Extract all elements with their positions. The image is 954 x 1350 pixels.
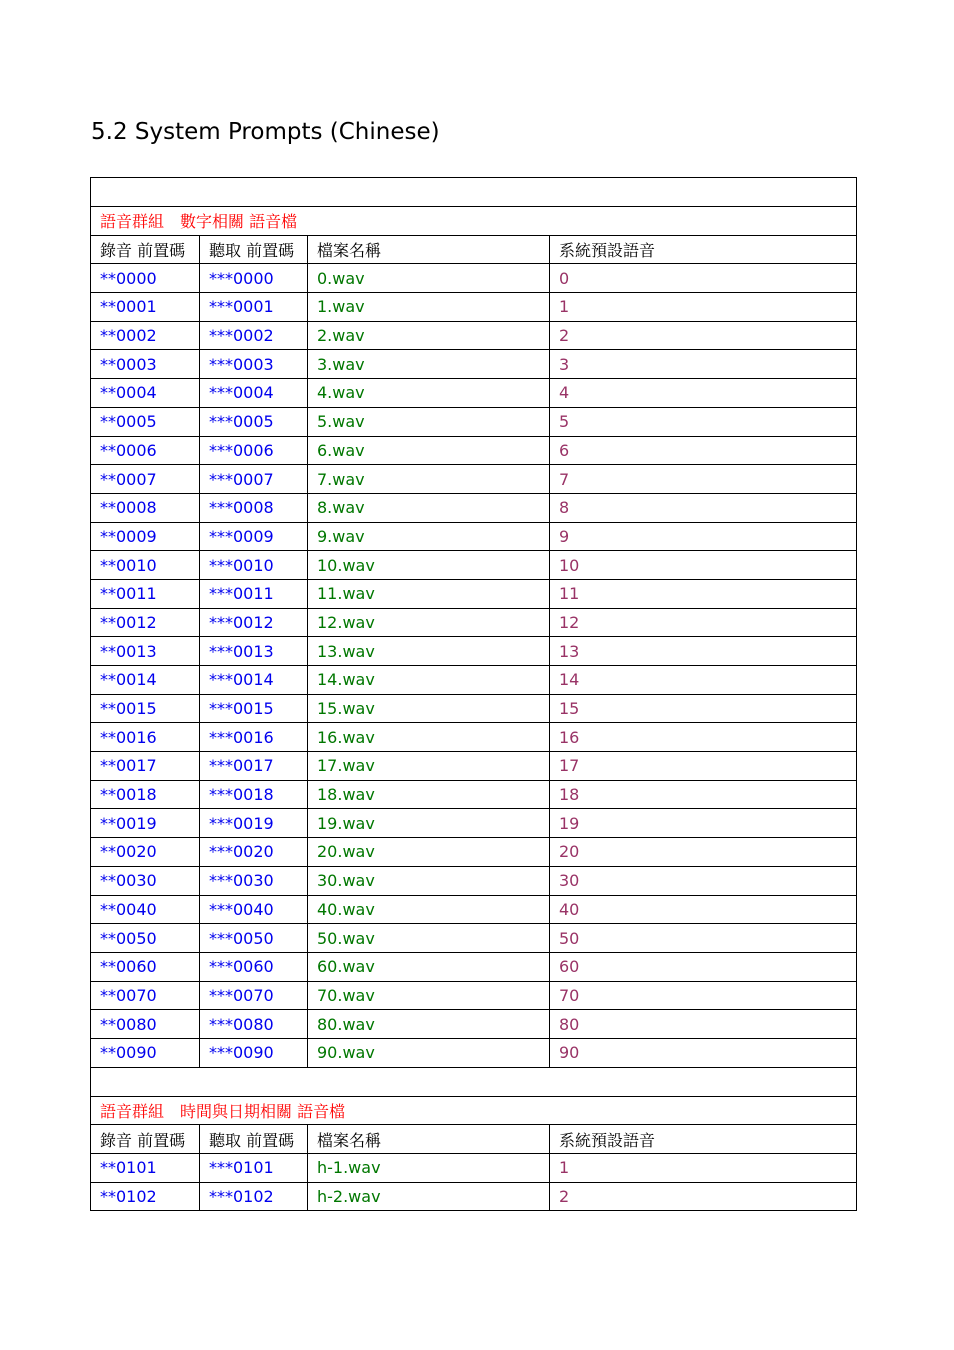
filename-header: 檔案名稱	[308, 235, 550, 264]
table-row	[91, 723, 857, 752]
record-prefix: **0009	[91, 522, 200, 551]
filename: 17.wav	[308, 752, 550, 781]
table-row	[91, 321, 857, 350]
default-voice: 7	[550, 465, 857, 494]
record-prefix: **0017	[91, 752, 200, 781]
table-row	[91, 1154, 857, 1183]
default-voice: 19	[550, 809, 857, 838]
filename: 50.wav	[308, 924, 550, 953]
record-prefix: **0001	[91, 293, 200, 322]
record-prefix: **0050	[91, 924, 200, 953]
listen-prefix: ***0009	[200, 522, 308, 551]
table-row	[91, 895, 857, 924]
default-voice: 11	[550, 579, 857, 608]
listen-prefix: ***0004	[200, 379, 308, 408]
spacer-cell	[91, 1067, 857, 1096]
table-row	[91, 436, 857, 465]
filename: 11.wav	[308, 579, 550, 608]
listen-prefix: ***0008	[200, 493, 308, 522]
table-row	[91, 608, 857, 637]
listen-prefix: ***0080	[200, 1010, 308, 1039]
default-voice: 14	[550, 666, 857, 695]
default-voice: 10	[550, 551, 857, 580]
table-row	[91, 952, 857, 981]
default-voice-header: 系統預設語音	[550, 1125, 857, 1154]
table-row	[91, 981, 857, 1010]
record-prefix: **0015	[91, 694, 200, 723]
record-prefix: **0070	[91, 981, 200, 1010]
record-prefix: **0000	[91, 264, 200, 293]
table-row	[91, 379, 857, 408]
filename: 90.wav	[308, 1038, 550, 1067]
default-voice-header: 系統預設語音	[550, 235, 857, 264]
table-row	[91, 522, 857, 551]
record-prefix: **0080	[91, 1010, 200, 1039]
default-voice: 30	[550, 866, 857, 895]
listen-prefix: ***0011	[200, 579, 308, 608]
default-voice: 0	[550, 264, 857, 293]
default-voice: 20	[550, 838, 857, 867]
filename: 60.wav	[308, 952, 550, 981]
filename: h-1.wav	[308, 1154, 550, 1183]
default-voice: 5	[550, 407, 857, 436]
listen-prefix: ***0012	[200, 608, 308, 637]
filename: 30.wav	[308, 866, 550, 895]
listen-prefix-header: 聽取 前置碼	[200, 235, 308, 264]
default-voice: 50	[550, 924, 857, 953]
default-voice: 12	[550, 608, 857, 637]
record-prefix: **0010	[91, 551, 200, 580]
listen-prefix: ***0102	[200, 1182, 308, 1211]
group-title: 語音群組 數字相關 語音檔	[91, 207, 857, 236]
filename: 70.wav	[308, 981, 550, 1010]
record-prefix: **0003	[91, 350, 200, 379]
filename: 7.wav	[308, 465, 550, 494]
record-prefix: **0007	[91, 465, 200, 494]
table-row	[91, 838, 857, 867]
record-prefix: **0040	[91, 895, 200, 924]
filename: 13.wav	[308, 637, 550, 666]
table-row	[91, 752, 857, 781]
table-row	[91, 350, 857, 379]
header-row	[91, 235, 857, 264]
table-row	[91, 666, 857, 695]
listen-prefix: ***0000	[200, 264, 308, 293]
filename: 10.wav	[308, 551, 550, 580]
default-voice: 2	[550, 321, 857, 350]
listen-prefix: ***0003	[200, 350, 308, 379]
listen-prefix: ***0030	[200, 866, 308, 895]
record-prefix: **0014	[91, 666, 200, 695]
filename: 14.wav	[308, 666, 550, 695]
record-prefix: **0005	[91, 407, 200, 436]
table-row	[91, 1182, 857, 1211]
filename: 9.wav	[308, 522, 550, 551]
listen-prefix: ***0090	[200, 1038, 308, 1067]
group-title: 語音群組 時間與日期相關 語音檔	[91, 1096, 857, 1125]
listen-prefix: ***0020	[200, 838, 308, 867]
record-prefix: **0019	[91, 809, 200, 838]
filename: 18.wav	[308, 780, 550, 809]
record-prefix: **0101	[91, 1154, 200, 1183]
default-voice: 8	[550, 493, 857, 522]
filename: 16.wav	[308, 723, 550, 752]
listen-prefix: ***0060	[200, 952, 308, 981]
record-prefix: **0008	[91, 493, 200, 522]
filename: 2.wav	[308, 321, 550, 350]
listen-prefix: ***0018	[200, 780, 308, 809]
default-voice: 1	[550, 1154, 857, 1183]
table-row	[91, 293, 857, 322]
record-prefix: **0013	[91, 637, 200, 666]
table-row	[91, 407, 857, 436]
default-voice: 18	[550, 780, 857, 809]
table-row	[91, 1010, 857, 1039]
listen-prefix: ***0019	[200, 809, 308, 838]
listen-prefix: ***0017	[200, 752, 308, 781]
spacer-row	[91, 178, 857, 207]
listen-prefix: ***0013	[200, 637, 308, 666]
group-title-row	[91, 1096, 857, 1125]
filename: 5.wav	[308, 407, 550, 436]
filename: 20.wav	[308, 838, 550, 867]
listen-prefix: ***0040	[200, 895, 308, 924]
default-voice: 80	[550, 1010, 857, 1039]
listen-prefix: ***0070	[200, 981, 308, 1010]
filename: 19.wav	[308, 809, 550, 838]
table-row	[91, 866, 857, 895]
filename: 0.wav	[308, 264, 550, 293]
header-row	[91, 1125, 857, 1154]
system-prompts-table	[90, 177, 857, 1211]
listen-prefix: ***0101	[200, 1154, 308, 1183]
table-row	[91, 809, 857, 838]
table-row	[91, 637, 857, 666]
record-prefix: **0020	[91, 838, 200, 867]
default-voice: 13	[550, 637, 857, 666]
default-voice: 60	[550, 952, 857, 981]
default-voice: 3	[550, 350, 857, 379]
listen-prefix: ***0050	[200, 924, 308, 953]
filename: 6.wav	[308, 436, 550, 465]
spacer-cell	[91, 178, 857, 207]
filename-header: 檔案名稱	[308, 1125, 550, 1154]
default-voice: 90	[550, 1038, 857, 1067]
listen-prefix: ***0006	[200, 436, 308, 465]
spacer-row	[91, 1067, 857, 1096]
listen-prefix-header: 聽取 前置碼	[200, 1125, 308, 1154]
default-voice: 4	[550, 379, 857, 408]
default-voice: 15	[550, 694, 857, 723]
filename: 15.wav	[308, 694, 550, 723]
filename: 12.wav	[308, 608, 550, 637]
listen-prefix: ***0007	[200, 465, 308, 494]
group-title-row	[91, 207, 857, 236]
filename: h-2.wav	[308, 1182, 550, 1211]
record-prefix: **0090	[91, 1038, 200, 1067]
listen-prefix: ***0014	[200, 666, 308, 695]
record-prefix: **0004	[91, 379, 200, 408]
listen-prefix: ***0005	[200, 407, 308, 436]
filename: 8.wav	[308, 493, 550, 522]
table-row	[91, 694, 857, 723]
default-voice: 70	[550, 981, 857, 1010]
filename: 1.wav	[308, 293, 550, 322]
listen-prefix: ***0001	[200, 293, 308, 322]
record-prefix: **0006	[91, 436, 200, 465]
record-prefix-header: 錄音 前置碼	[91, 235, 200, 264]
table-row	[91, 465, 857, 494]
record-prefix: **0011	[91, 579, 200, 608]
table-row	[91, 264, 857, 293]
default-voice: 9	[550, 522, 857, 551]
default-voice: 16	[550, 723, 857, 752]
record-prefix: **0012	[91, 608, 200, 637]
filename: 4.wav	[308, 379, 550, 408]
table-row	[91, 924, 857, 953]
listen-prefix: ***0015	[200, 694, 308, 723]
record-prefix-header: 錄音 前置碼	[91, 1125, 200, 1154]
table-row	[91, 780, 857, 809]
listen-prefix: ***0010	[200, 551, 308, 580]
listen-prefix: ***0002	[200, 321, 308, 350]
record-prefix: **0030	[91, 866, 200, 895]
default-voice: 2	[550, 1182, 857, 1211]
record-prefix: **0102	[91, 1182, 200, 1211]
default-voice: 17	[550, 752, 857, 781]
table-row	[91, 1038, 857, 1067]
section-title: 5.2 System Prompts (Chinese)	[91, 119, 440, 145]
default-voice: 6	[550, 436, 857, 465]
record-prefix: **0060	[91, 952, 200, 981]
default-voice: 40	[550, 895, 857, 924]
default-voice: 1	[550, 293, 857, 322]
table-row	[91, 579, 857, 608]
record-prefix: **0018	[91, 780, 200, 809]
record-prefix: **0002	[91, 321, 200, 350]
record-prefix: **0016	[91, 723, 200, 752]
table-row	[91, 493, 857, 522]
filename: 3.wav	[308, 350, 550, 379]
table-row	[91, 551, 857, 580]
filename: 40.wav	[308, 895, 550, 924]
listen-prefix: ***0016	[200, 723, 308, 752]
filename: 80.wav	[308, 1010, 550, 1039]
